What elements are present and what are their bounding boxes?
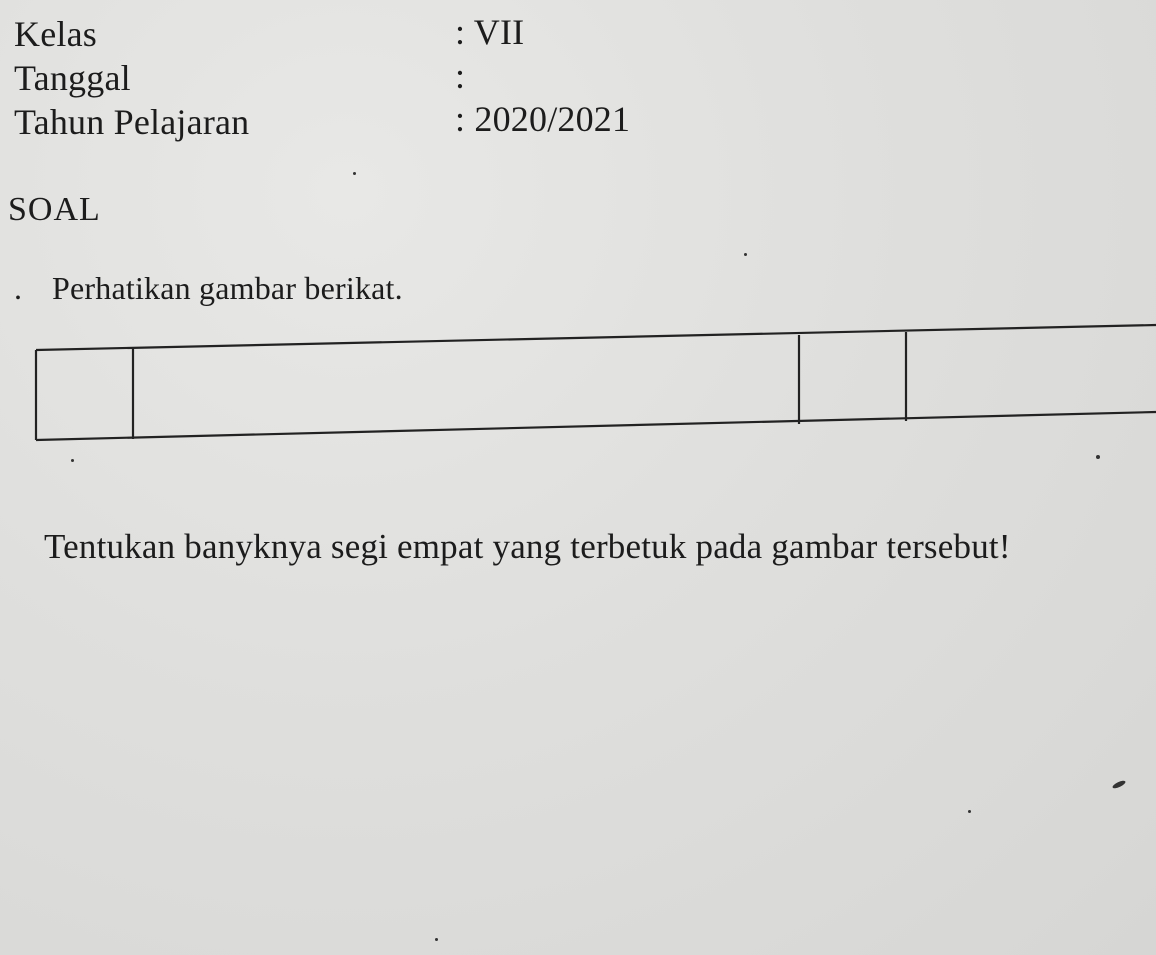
kelas-value: : VII bbox=[455, 12, 525, 52]
paper-speck bbox=[968, 810, 971, 813]
paper-speck bbox=[744, 253, 747, 256]
question-number-mark: . bbox=[14, 270, 23, 306]
kelas-label: Kelas bbox=[14, 14, 97, 54]
strip-bottom-edge bbox=[36, 412, 1156, 440]
tanggal-value: : bbox=[455, 56, 466, 96]
paper-speck bbox=[435, 938, 438, 941]
paper-speck bbox=[1096, 455, 1100, 459]
tahun-pelajaran-label: Tahun Pelajaran bbox=[14, 102, 250, 142]
tanggal-label: Tanggal bbox=[14, 58, 131, 98]
paper-speck bbox=[71, 459, 74, 462]
strip-top-edge bbox=[36, 325, 1156, 350]
question-prompt: Perhatikan gambar berikat. bbox=[52, 270, 403, 306]
question-instruction: Tentukan banyknya segi empat yang terbetuk pada gambar tersebut! bbox=[44, 527, 1011, 566]
paper-speck bbox=[353, 172, 356, 175]
section-title: SOAL bbox=[8, 191, 101, 228]
tahun-pelajaran-value: : 2020/2021 bbox=[455, 99, 631, 139]
